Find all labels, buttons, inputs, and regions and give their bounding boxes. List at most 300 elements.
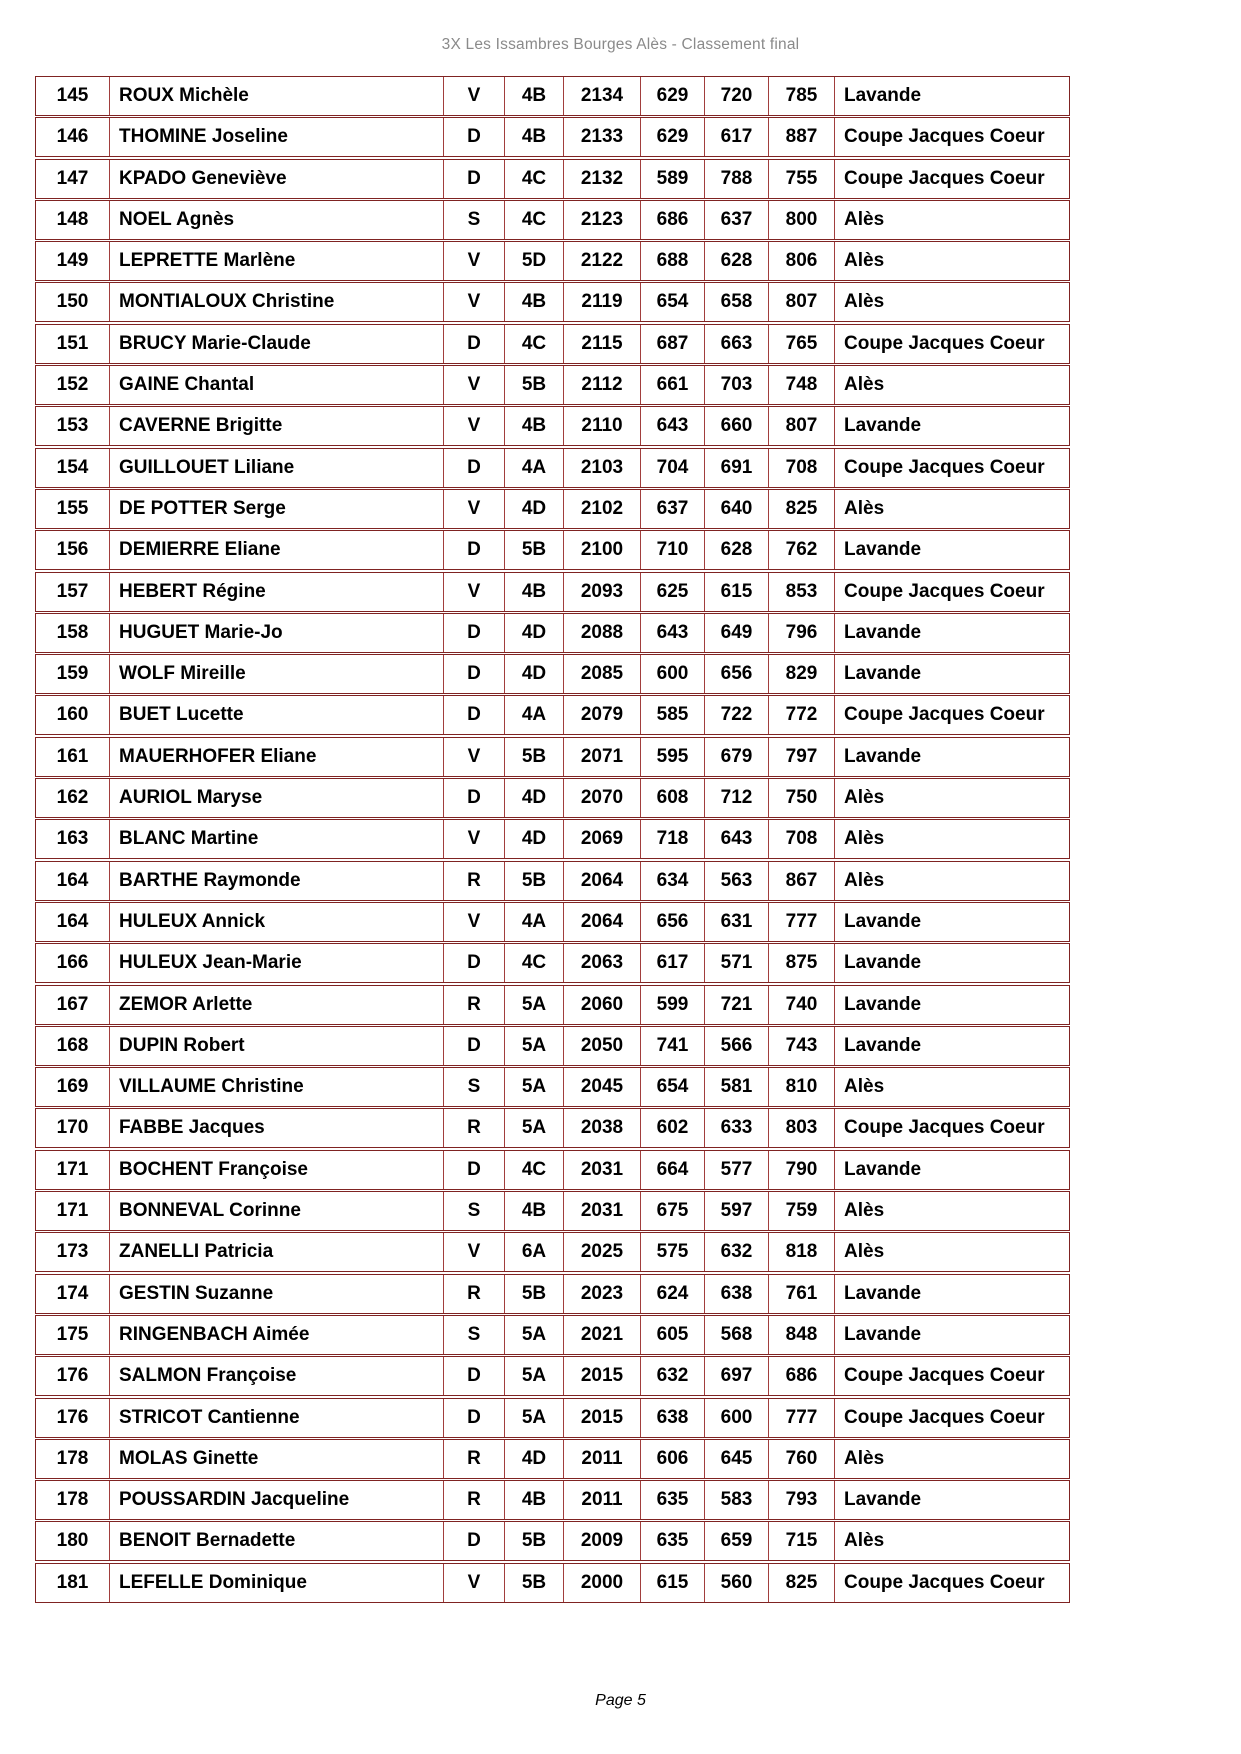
round3-cell: 867 bbox=[768, 862, 834, 900]
total-cell: 2088 bbox=[563, 614, 640, 652]
rank-cell: 178 bbox=[56, 1447, 89, 1469]
round1-cell: 637 bbox=[640, 490, 704, 528]
club-cell: Lavande bbox=[834, 1027, 1069, 1065]
name-cell: CAVERNE Brigitte bbox=[109, 407, 443, 445]
round2-cell: 691 bbox=[704, 449, 768, 487]
table-row bbox=[35, 530, 1070, 570]
name-cell: RINGENBACH Aimée bbox=[109, 1316, 443, 1354]
series-cell: 4D bbox=[504, 820, 563, 858]
club-cell: Alès bbox=[834, 283, 1069, 321]
series-cell: 4A bbox=[504, 449, 563, 487]
name-cell: MAUERHOFER Eliane bbox=[109, 738, 443, 776]
round1-cell: 595 bbox=[640, 738, 704, 776]
table-row bbox=[35, 985, 1070, 1025]
round3-cell: 796 bbox=[768, 614, 834, 652]
club-cell: Lavande bbox=[834, 738, 1069, 776]
table-row bbox=[35, 241, 1070, 281]
round3-cell: 806 bbox=[768, 242, 834, 280]
total-cell: 2102 bbox=[563, 490, 640, 528]
series-cell: 5A bbox=[504, 1357, 563, 1395]
series-cell: 5B bbox=[504, 366, 563, 404]
club-cell: Alès bbox=[834, 490, 1069, 528]
round2-cell: 631 bbox=[704, 903, 768, 941]
results-table-body bbox=[35, 76, 1070, 1603]
total-cell: 2038 bbox=[563, 1109, 640, 1147]
rank-cell: 167 bbox=[56, 993, 89, 1015]
round3-cell: 810 bbox=[768, 1068, 834, 1106]
club-cell: Coupe Jacques Coeur bbox=[834, 573, 1069, 611]
round3-cell: 740 bbox=[768, 986, 834, 1024]
round3-cell: 790 bbox=[768, 1151, 834, 1189]
rank-cell: 176 bbox=[56, 1365, 89, 1387]
round1-cell: 654 bbox=[640, 283, 704, 321]
total-cell: 2064 bbox=[563, 903, 640, 941]
series-cell: 4C bbox=[504, 325, 563, 363]
rank-cell: 152 bbox=[56, 374, 89, 396]
round1-cell: 741 bbox=[640, 1027, 704, 1065]
club-cell: Alès bbox=[834, 1192, 1069, 1230]
table-row bbox=[35, 737, 1070, 777]
round2-cell: 628 bbox=[704, 242, 768, 280]
round2-cell: 720 bbox=[704, 77, 768, 115]
club-cell: Alès bbox=[834, 1233, 1069, 1271]
series-cell: 5A bbox=[504, 1399, 563, 1437]
round3-cell: 765 bbox=[768, 325, 834, 363]
series-cell: 4B bbox=[504, 1192, 563, 1230]
round2-cell: 637 bbox=[704, 201, 768, 239]
round2-cell: 638 bbox=[704, 1275, 768, 1313]
round2-cell: 660 bbox=[704, 407, 768, 445]
category-cell: V bbox=[443, 1564, 504, 1602]
round1-cell: 602 bbox=[640, 1109, 704, 1147]
rank-cell: 151 bbox=[56, 332, 89, 354]
name-cell: VILLAUME Christine bbox=[109, 1068, 443, 1106]
category-cell: V bbox=[443, 573, 504, 611]
round2-cell: 563 bbox=[704, 862, 768, 900]
table-row bbox=[35, 1232, 1070, 1272]
name-cell: BLANC Martine bbox=[109, 820, 443, 858]
table-row bbox=[35, 1563, 1070, 1603]
table-row bbox=[35, 1108, 1070, 1148]
table-row bbox=[35, 1274, 1070, 1314]
round3-cell: 807 bbox=[768, 283, 834, 321]
total-cell: 2025 bbox=[563, 1233, 640, 1271]
club-cell: Alès bbox=[834, 1440, 1069, 1478]
table-row bbox=[35, 1191, 1070, 1231]
category-cell: S bbox=[443, 1316, 504, 1354]
series-cell: 5B bbox=[504, 1275, 563, 1313]
table-row bbox=[35, 365, 1070, 405]
category-cell: V bbox=[443, 1233, 504, 1271]
rank-cell: 181 bbox=[56, 1571, 89, 1593]
table-row bbox=[35, 1480, 1070, 1520]
name-cell: BOCHENT Françoise bbox=[109, 1151, 443, 1189]
name-cell: BENOIT Bernadette bbox=[109, 1522, 443, 1560]
total-cell: 2119 bbox=[563, 283, 640, 321]
rank-cell: 159 bbox=[56, 663, 89, 685]
rank-cell: 171 bbox=[56, 1158, 89, 1180]
round3-cell: 760 bbox=[768, 1440, 834, 1478]
name-cell: KPADO Geneviève bbox=[109, 160, 443, 198]
series-cell: 6A bbox=[504, 1233, 563, 1271]
category-cell: V bbox=[443, 820, 504, 858]
round2-cell: 722 bbox=[704, 696, 768, 734]
name-cell: GAINE Chantal bbox=[109, 366, 443, 404]
category-cell: V bbox=[443, 242, 504, 280]
category-cell: R bbox=[443, 1275, 504, 1313]
rank-cell: 168 bbox=[56, 1034, 89, 1056]
round1-cell: 589 bbox=[640, 160, 704, 198]
category-cell: D bbox=[443, 614, 504, 652]
series-cell: 4B bbox=[504, 283, 563, 321]
total-cell: 2031 bbox=[563, 1192, 640, 1230]
total-cell: 2123 bbox=[563, 201, 640, 239]
total-cell: 2110 bbox=[563, 407, 640, 445]
club-cell: Coupe Jacques Coeur bbox=[834, 118, 1069, 156]
name-cell: DE POTTER Serge bbox=[109, 490, 443, 528]
round3-cell: 748 bbox=[768, 366, 834, 404]
total-cell: 2103 bbox=[563, 449, 640, 487]
club-cell: Coupe Jacques Coeur bbox=[834, 696, 1069, 734]
name-cell: BUET Lucette bbox=[109, 696, 443, 734]
rank-cell: 148 bbox=[56, 208, 89, 230]
category-cell: D bbox=[443, 779, 504, 817]
round1-cell: 643 bbox=[640, 614, 704, 652]
round3-cell: 848 bbox=[768, 1316, 834, 1354]
round3-cell: 800 bbox=[768, 201, 834, 239]
name-cell: GESTIN Suzanne bbox=[109, 1275, 443, 1313]
rank-cell: 169 bbox=[56, 1076, 89, 1098]
club-cell: Lavande bbox=[834, 1481, 1069, 1519]
round1-cell: 575 bbox=[640, 1233, 704, 1271]
round2-cell: 658 bbox=[704, 283, 768, 321]
name-cell: HULEUX Annick bbox=[109, 903, 443, 941]
round3-cell: 825 bbox=[768, 1564, 834, 1602]
round2-cell: 697 bbox=[704, 1357, 768, 1395]
series-cell: 4C bbox=[504, 1151, 563, 1189]
rank-cell: 175 bbox=[56, 1323, 89, 1345]
rank-cell: 146 bbox=[56, 126, 89, 148]
table-row bbox=[35, 117, 1070, 157]
round3-cell: 785 bbox=[768, 77, 834, 115]
club-cell: Lavande bbox=[834, 1275, 1069, 1313]
round3-cell: 818 bbox=[768, 1233, 834, 1271]
series-cell: 5A bbox=[504, 1316, 563, 1354]
total-cell: 2021 bbox=[563, 1316, 640, 1354]
rank-cell: 154 bbox=[56, 456, 89, 478]
total-cell: 2134 bbox=[563, 77, 640, 115]
table-row bbox=[35, 943, 1070, 983]
table-row bbox=[35, 819, 1070, 859]
rank-cell: 173 bbox=[56, 1241, 89, 1263]
series-cell: 4B bbox=[504, 573, 563, 611]
club-cell: Lavande bbox=[834, 944, 1069, 982]
round1-cell: 643 bbox=[640, 407, 704, 445]
name-cell: THOMINE Joseline bbox=[109, 118, 443, 156]
round1-cell: 632 bbox=[640, 1357, 704, 1395]
series-cell: 4A bbox=[504, 696, 563, 734]
category-cell: S bbox=[443, 201, 504, 239]
round1-cell: 687 bbox=[640, 325, 704, 363]
rank-cell: 153 bbox=[56, 415, 89, 437]
round1-cell: 605 bbox=[640, 1316, 704, 1354]
total-cell: 2112 bbox=[563, 366, 640, 404]
table-row bbox=[35, 448, 1070, 488]
category-cell: V bbox=[443, 283, 504, 321]
category-cell: D bbox=[443, 1399, 504, 1437]
club-cell: Coupe Jacques Coeur bbox=[834, 1357, 1069, 1395]
series-cell: 4C bbox=[504, 201, 563, 239]
round3-cell: 708 bbox=[768, 820, 834, 858]
round1-cell: 629 bbox=[640, 77, 704, 115]
table-row bbox=[35, 200, 1070, 240]
series-cell: 4D bbox=[504, 779, 563, 817]
round3-cell: 887 bbox=[768, 118, 834, 156]
table-row bbox=[35, 1356, 1070, 1396]
round3-cell: 762 bbox=[768, 531, 834, 569]
rank-cell: 158 bbox=[56, 621, 89, 643]
club-cell: Alès bbox=[834, 779, 1069, 817]
round3-cell: 777 bbox=[768, 903, 834, 941]
round2-cell: 566 bbox=[704, 1027, 768, 1065]
rank-cell: 157 bbox=[56, 580, 89, 602]
table-row bbox=[35, 695, 1070, 735]
series-cell: 5B bbox=[504, 738, 563, 776]
table-row bbox=[35, 324, 1070, 364]
category-cell: D bbox=[443, 118, 504, 156]
round1-cell: 634 bbox=[640, 862, 704, 900]
round2-cell: 712 bbox=[704, 779, 768, 817]
table-row bbox=[35, 1150, 1070, 1190]
total-cell: 2133 bbox=[563, 118, 640, 156]
total-cell: 2122 bbox=[563, 242, 640, 280]
round2-cell: 679 bbox=[704, 738, 768, 776]
table-row bbox=[35, 76, 1070, 116]
round3-cell: 793 bbox=[768, 1481, 834, 1519]
round2-cell: 645 bbox=[704, 1440, 768, 1478]
rank-cell: 178 bbox=[56, 1489, 89, 1511]
name-cell: ROUX Michèle bbox=[109, 77, 443, 115]
name-cell: HUGUET Marie-Jo bbox=[109, 614, 443, 652]
round2-cell: 633 bbox=[704, 1109, 768, 1147]
round3-cell: 715 bbox=[768, 1522, 834, 1560]
category-cell: R bbox=[443, 1109, 504, 1147]
round2-cell: 568 bbox=[704, 1316, 768, 1354]
total-cell: 2031 bbox=[563, 1151, 640, 1189]
rank-cell: 164 bbox=[56, 910, 89, 932]
total-cell: 2009 bbox=[563, 1522, 640, 1560]
club-cell: Coupe Jacques Coeur bbox=[834, 325, 1069, 363]
name-cell: AURIOL Maryse bbox=[109, 779, 443, 817]
category-cell: D bbox=[443, 696, 504, 734]
round2-cell: 577 bbox=[704, 1151, 768, 1189]
round1-cell: 635 bbox=[640, 1522, 704, 1560]
total-cell: 2115 bbox=[563, 325, 640, 363]
club-cell: Alès bbox=[834, 862, 1069, 900]
category-cell: R bbox=[443, 1440, 504, 1478]
rank-cell: 166 bbox=[56, 952, 89, 974]
round3-cell: 750 bbox=[768, 779, 834, 817]
series-cell: 5A bbox=[504, 1068, 563, 1106]
rank-cell: 161 bbox=[56, 745, 89, 767]
round2-cell: 617 bbox=[704, 118, 768, 156]
club-cell: Lavande bbox=[834, 614, 1069, 652]
round3-cell: 797 bbox=[768, 738, 834, 776]
table-row bbox=[35, 654, 1070, 694]
total-cell: 2100 bbox=[563, 531, 640, 569]
table-row bbox=[35, 1315, 1070, 1355]
round2-cell: 640 bbox=[704, 490, 768, 528]
round2-cell: 581 bbox=[704, 1068, 768, 1106]
round2-cell: 571 bbox=[704, 944, 768, 982]
total-cell: 2069 bbox=[563, 820, 640, 858]
rank-cell: 145 bbox=[56, 85, 89, 106]
category-cell: D bbox=[443, 531, 504, 569]
round2-cell: 788 bbox=[704, 160, 768, 198]
round2-cell: 615 bbox=[704, 573, 768, 611]
club-cell: Alès bbox=[834, 1522, 1069, 1560]
series-cell: 4D bbox=[504, 490, 563, 528]
name-cell: HEBERT Régine bbox=[109, 573, 443, 611]
round2-cell: 628 bbox=[704, 531, 768, 569]
club-cell: Coupe Jacques Coeur bbox=[834, 160, 1069, 198]
round3-cell: 829 bbox=[768, 655, 834, 693]
round2-cell: 597 bbox=[704, 1192, 768, 1230]
category-cell: V bbox=[443, 738, 504, 776]
rank-cell: 150 bbox=[56, 291, 89, 313]
round3-cell: 755 bbox=[768, 160, 834, 198]
category-cell: D bbox=[443, 1151, 504, 1189]
total-cell: 2045 bbox=[563, 1068, 640, 1106]
round1-cell: 599 bbox=[640, 986, 704, 1024]
club-cell: Alès bbox=[834, 1068, 1069, 1106]
name-cell: SALMON Françoise bbox=[109, 1357, 443, 1395]
table-row bbox=[35, 861, 1070, 901]
round3-cell: 759 bbox=[768, 1192, 834, 1230]
series-cell: 5A bbox=[504, 986, 563, 1024]
club-cell: Lavande bbox=[834, 1316, 1069, 1354]
category-cell: D bbox=[443, 160, 504, 198]
round3-cell: 807 bbox=[768, 407, 834, 445]
round2-cell: 663 bbox=[704, 325, 768, 363]
total-cell: 2085 bbox=[563, 655, 640, 693]
total-cell: 2064 bbox=[563, 862, 640, 900]
total-cell: 2063 bbox=[563, 944, 640, 982]
table-row bbox=[35, 572, 1070, 612]
name-cell: FABBE Jacques bbox=[109, 1109, 443, 1147]
round2-cell: 703 bbox=[704, 366, 768, 404]
rank-cell: 147 bbox=[56, 167, 89, 189]
table-row bbox=[35, 1398, 1070, 1438]
round1-cell: 617 bbox=[640, 944, 704, 982]
rank-cell: 180 bbox=[56, 1530, 89, 1552]
rank-cell: 149 bbox=[56, 250, 89, 272]
name-cell: DUPIN Robert bbox=[109, 1027, 443, 1065]
series-cell: 4B bbox=[504, 1481, 563, 1519]
name-cell: DEMIERRE Eliane bbox=[109, 531, 443, 569]
round1-cell: 686 bbox=[640, 201, 704, 239]
round1-cell: 664 bbox=[640, 1151, 704, 1189]
club-cell: Lavande bbox=[834, 407, 1069, 445]
series-cell: 5B bbox=[504, 1564, 563, 1602]
name-cell: MONTIALOUX Christine bbox=[109, 283, 443, 321]
round2-cell: 721 bbox=[704, 986, 768, 1024]
round2-cell: 659 bbox=[704, 1522, 768, 1560]
rank-cell: 171 bbox=[56, 1200, 89, 1222]
total-cell: 2015 bbox=[563, 1357, 640, 1395]
round1-cell: 710 bbox=[640, 531, 704, 569]
series-cell: 4D bbox=[504, 655, 563, 693]
club-cell: Lavande bbox=[834, 655, 1069, 693]
category-cell: D bbox=[443, 449, 504, 487]
round1-cell: 688 bbox=[640, 242, 704, 280]
series-cell: 4D bbox=[504, 614, 563, 652]
round3-cell: 743 bbox=[768, 1027, 834, 1065]
series-cell: 4D bbox=[504, 1440, 563, 1478]
table-row bbox=[35, 159, 1070, 199]
name-cell: POUSSARDIN Jacqueline bbox=[109, 1481, 443, 1519]
round2-cell: 649 bbox=[704, 614, 768, 652]
category-cell: D bbox=[443, 1027, 504, 1065]
results-table bbox=[35, 76, 1070, 1604]
round2-cell: 600 bbox=[704, 1399, 768, 1437]
total-cell: 2000 bbox=[563, 1564, 640, 1602]
category-cell: D bbox=[443, 655, 504, 693]
table-row bbox=[35, 613, 1070, 653]
round3-cell: 825 bbox=[768, 490, 834, 528]
name-cell: GUILLOUET Liliane bbox=[109, 449, 443, 487]
club-cell: Coupe Jacques Coeur bbox=[834, 1109, 1069, 1147]
series-cell: 5A bbox=[504, 1109, 563, 1147]
name-cell: LEFELLE Dominique bbox=[109, 1564, 443, 1602]
club-cell: Lavande bbox=[834, 903, 1069, 941]
table-row bbox=[35, 1026, 1070, 1066]
name-cell: NOEL Agnès bbox=[109, 201, 443, 239]
series-cell: 4A bbox=[504, 903, 563, 941]
rank-cell: 156 bbox=[56, 539, 89, 561]
rank-cell: 176 bbox=[56, 1406, 89, 1428]
series-cell: 5D bbox=[504, 242, 563, 280]
series-cell: 4B bbox=[504, 118, 563, 156]
round1-cell: 661 bbox=[640, 366, 704, 404]
club-cell: Alès bbox=[834, 201, 1069, 239]
total-cell: 2132 bbox=[563, 160, 640, 198]
name-cell: STRICOT Cantienne bbox=[109, 1399, 443, 1437]
name-cell: BONNEVAL Corinne bbox=[109, 1192, 443, 1230]
page-title: 3X Les Issambres Bourges Alès - Classement final bbox=[441, 36, 800, 53]
round2-cell: 656 bbox=[704, 655, 768, 693]
club-cell: Coupe Jacques Coeur bbox=[834, 1399, 1069, 1437]
table-row bbox=[35, 406, 1070, 446]
total-cell: 2050 bbox=[563, 1027, 640, 1065]
name-cell: BRUCY Marie-Claude bbox=[109, 325, 443, 363]
series-cell: 5B bbox=[504, 531, 563, 569]
round1-cell: 625 bbox=[640, 573, 704, 611]
table-row bbox=[35, 1439, 1070, 1479]
series-cell: 5B bbox=[504, 1522, 563, 1560]
total-cell: 2023 bbox=[563, 1275, 640, 1313]
round1-cell: 629 bbox=[640, 118, 704, 156]
name-cell: HULEUX Jean-Marie bbox=[109, 944, 443, 982]
total-cell: 2071 bbox=[563, 738, 640, 776]
round3-cell: 761 bbox=[768, 1275, 834, 1313]
round1-cell: 718 bbox=[640, 820, 704, 858]
round1-cell: 585 bbox=[640, 696, 704, 734]
round2-cell: 632 bbox=[704, 1233, 768, 1271]
round1-cell: 656 bbox=[640, 903, 704, 941]
club-cell: Coupe Jacques Coeur bbox=[834, 449, 1069, 487]
round1-cell: 635 bbox=[640, 1481, 704, 1519]
